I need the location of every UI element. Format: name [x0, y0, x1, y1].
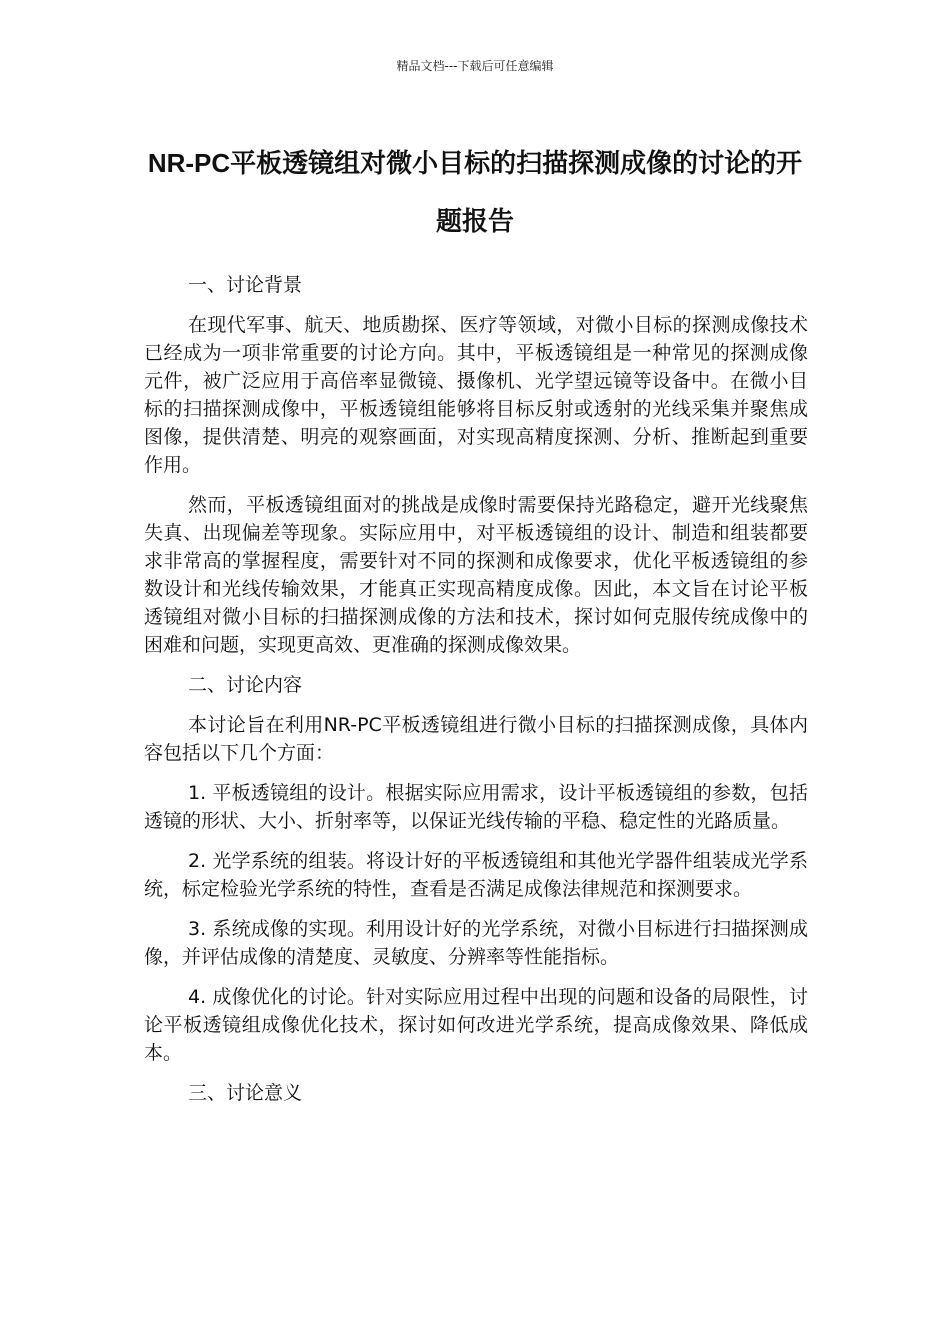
section-heading-background: 一、讨论背景	[188, 274, 303, 296]
paragraph: 然而，平板透镜组面对的挑战是成像时需要保持光路稳定，避开光线聚焦失真、出现偏差等现象。实际应用中，对平板透镜组的设计、制造和组装都要求非常高的掌握程度，需要针对不同的探测和成像要求，优化平板透镜组的参数设计和光线传输效果，才能真正实现高精度成像。因此，本文旨在讨论平板透镜组对微小目标的扫描探测成像的方法和技术，探讨如何克服传统成像中的困难和问题，实现更高效、更准确的探测成像效果。	[144, 494, 808, 656]
section-heading-content: 二、讨论内容	[188, 674, 303, 696]
section-heading-significance: 三、讨论意义	[188, 1082, 303, 1104]
list-item: 2. 光学系统的组装。将设计好的平板透镜组和其他光学器件组装成光学系统，标定检验光学系统的特性，查看是否满足成像法律规范和探测要求。	[144, 850, 808, 900]
list-item: 1. 平板透镜组的设计。根据实际应用需求，设计平板透镜组的参数，包括透镜的形状、大小、折射率等，以保证光线传输的平稳、稳定性的光路质量。	[144, 782, 808, 832]
document-body	[144, 271, 808, 1119]
document-title: NR-PC平板透镜组对微小目标的扫描探测成像的讨论的开题报告	[147, 148, 803, 236]
header-note: 精品文档---下载后可任意编辑	[396, 59, 554, 73]
list-item: 4. 成像优化的讨论。针对实际应用过程中出现的问题和设备的局限性，讨论平板透镜组成像优化技术，探讨如何改进光学系统，提高成像效果、降低成本。	[144, 986, 808, 1064]
paragraph: 本讨论旨在利用NR-PC平板透镜组进行微小目标的扫描探测成像，具体内容包括以下几个方面：	[144, 714, 808, 764]
list-item: 3. 系统成像的实现。利用设计好的光学系统，对微小目标进行扫描探测成像，并评估成像的清楚度、灵敏度、分辨率等性能指标。	[144, 918, 808, 968]
paragraph: 在现代军事、航天、地质勘探、医疗等领域，对微小目标的探测成像技术已经成为一项非常重要的讨论方向。其中，平板透镜组是一种常见的探测成像元件，被广泛应用于高倍率显微镜、摄像机、光学望远镜等设备中。在微小目标的扫描探测成像中，平板透镜组能够将目标反射或透射的光线采集并聚焦成图像，提供清楚、明亮的观察画面，对实现高精度探测、分析、推断起到重要作用。	[144, 314, 808, 476]
